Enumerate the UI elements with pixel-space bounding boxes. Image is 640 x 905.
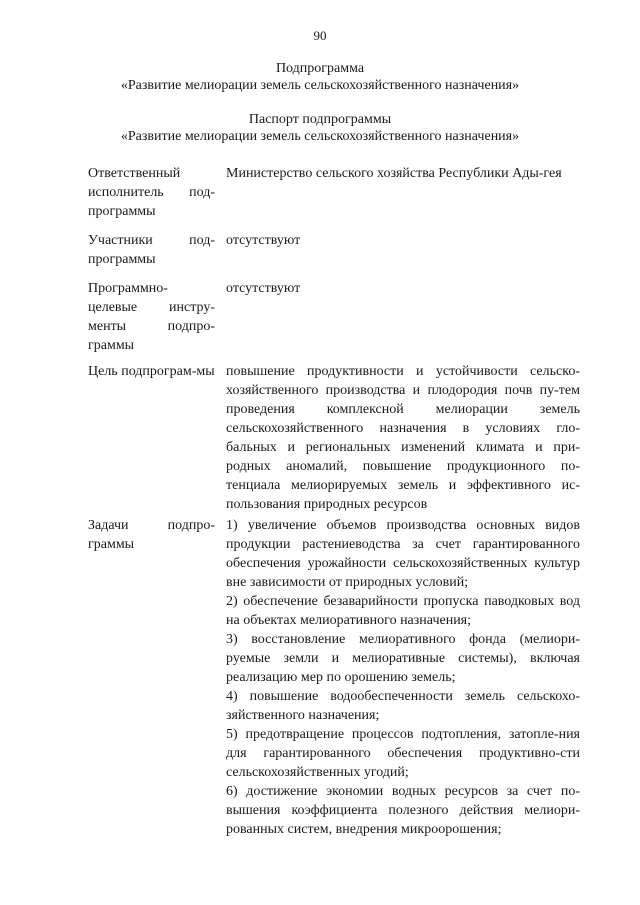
subprogram-title-line-2: «Развитие мелиорации земель сельскохозяйственного назначения»	[120, 78, 520, 93]
row-label: Цель подпрограм-мы	[88, 364, 215, 379]
row-label: Ответственный исполнитель под-программы	[88, 166, 215, 219]
row-value-line: повышение продуктивности и устойчивости сельско-хозяйственного производства и плодородия почв пу-тем проведения комплексной мелиорации земель сельскохозяйственного назначения в условиях гло-бальных и региональных изменений климата и при-родных аномалий, повышение продукционного по-тенциала мелиорируемых земель и эффективного ис-пользования природных ресурсов	[226, 364, 580, 512]
page-number: 90	[313, 28, 327, 43]
row-value	[226, 164, 580, 183]
subprogram-title-line-1: Подпрограмма	[275, 61, 365, 76]
subprogram-title	[0, 60, 640, 94]
row-label: Задачи подпро-граммы	[88, 518, 215, 552]
row-value-line: отсутствуют	[226, 233, 301, 248]
passport-title-line-1: Паспорт подпрограммы	[248, 112, 392, 127]
task-item: 5) предотвращение процессов подтопления, затопле-ния для гарантированного обеспечения продуктивно-сти сельскохозяйственных угодий;	[226, 727, 580, 780]
row-value-line: отсутствуют	[226, 281, 301, 296]
row-value	[226, 516, 580, 839]
task-item: 2) обеспечение безаварийности пропуска паводковых вод на объектах мелиоративного назначения;	[226, 594, 580, 628]
passport-title	[0, 111, 640, 145]
passport-title-line-2: «Развитие мелиорации земель сельскохозяйственного назначения»	[120, 129, 520, 144]
task-item: 1) увеличение объемов производства основных видов продукции растениеводства за счет гарантированного обеспечения урожайности сельскохозяйственных культур вне зависимости от природных условий;	[226, 518, 580, 590]
task-item: 3) восстановление мелиоративного фонда (мелиори-руемые земли и мелиоративные системы), включая реализацию мер по орошению земель;	[226, 632, 580, 685]
task-item: 4) повышение водообеспеченности земель сельскохо-зяйственного назначения;	[226, 689, 580, 723]
row-label: Участники под-программы	[88, 233, 215, 267]
row-value	[226, 231, 580, 250]
row-value-line: Министерство сельского хозяйства Республики Ады-гея	[226, 166, 562, 181]
task-item: 6) достижение экономии водных ресурсов за счет по-вышения коэффициента полезного действия мелиори-рованных систем, внедрения микроорошения;	[226, 784, 580, 837]
row-label: Программно-целевые инстру-менты подпро-граммы	[88, 281, 215, 353]
row-value	[226, 362, 580, 514]
row-value	[226, 279, 580, 298]
